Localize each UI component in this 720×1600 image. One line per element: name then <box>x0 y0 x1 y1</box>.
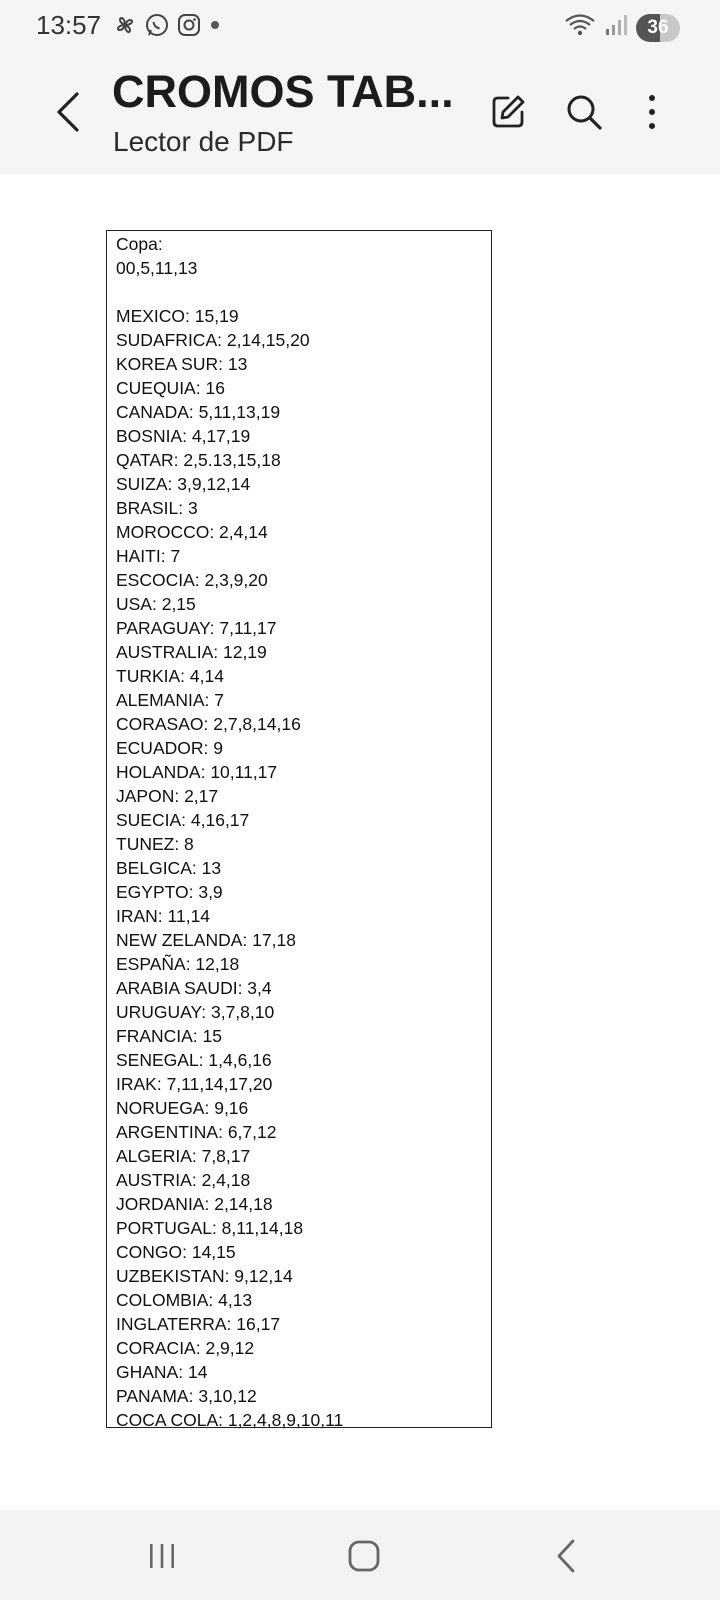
back-icon <box>551 1536 581 1576</box>
signal-icon <box>604 12 628 43</box>
document-line: TUNEZ: 8 <box>116 834 194 854</box>
document-line: KOREA SUR: 13 <box>116 354 248 374</box>
recents-icon <box>144 1539 180 1573</box>
document-line: ARGENTINA: 6,7,12 <box>116 1122 277 1142</box>
document-line: QATAR: 2,5.13,15,18 <box>116 450 281 470</box>
document-line: CUEQUIA: 16 <box>116 378 225 398</box>
more-options-button[interactable] <box>626 86 678 138</box>
home-icon <box>344 1536 384 1576</box>
document-line: FRANCIA: 15 <box>116 1026 222 1046</box>
pinwheel-icon <box>112 12 138 38</box>
document-line: 00,5,11,13 <box>116 258 198 278</box>
status-bar <box>0 0 720 56</box>
document-line: USA: 2,15 <box>116 594 196 614</box>
search-button[interactable] <box>558 86 610 138</box>
document-line: PANAMA: 3,10,12 <box>116 1386 257 1406</box>
document-line: ESCOCIA: 2,3,9,20 <box>116 570 268 590</box>
notification-icons <box>112 12 222 38</box>
document-line: HAITI: 7 <box>116 546 181 566</box>
document-line: EGYPTO: 3,9 <box>116 882 223 902</box>
document-line: UZBEKISTAN: 9,12,14 <box>116 1266 293 1286</box>
document-line: ECUADOR: 9 <box>116 738 223 758</box>
document-line: ESPAÑA: 12,18 <box>116 954 240 974</box>
document-line: URUGUAY: 3,7,8,10 <box>116 1002 275 1022</box>
dot-icon <box>208 12 222 38</box>
instagram-icon <box>176 12 202 38</box>
app-subtitle: Lector de PDF <box>113 126 294 157</box>
document-line: IRAN: 11,14 <box>116 906 211 926</box>
document-line: SUIZA: 3,9,12,14 <box>116 474 251 494</box>
more-vert-icon <box>640 92 664 132</box>
document-line: COCA COLA: 1,2,4,8,9,10,11 <box>116 1410 344 1430</box>
document-line: INGLATERRA: 16,17 <box>116 1314 281 1334</box>
recents-button[interactable] <box>132 1532 192 1580</box>
document-line: BELGICA: 13 <box>116 858 222 878</box>
document-line: SENEGAL: 1,4,6,16 <box>116 1050 272 1070</box>
wifi-icon <box>564 12 596 43</box>
document-line: ARABIA SAUDI: 3,4 <box>116 978 272 998</box>
document-line: MEXICO: 15,19 <box>116 306 239 326</box>
edit-icon <box>488 92 528 132</box>
document-line: NEW ZELANDA: 17,18 <box>116 930 296 950</box>
blank-line <box>116 280 483 304</box>
document-line: SUDAFRICA: 2,14,15,20 <box>116 330 310 350</box>
document-line: JAPON: 2,17 <box>116 786 219 806</box>
document-line: TURKIA: 4,14 <box>116 666 224 686</box>
document-line: SUECIA: 4,16,17 <box>116 810 250 830</box>
document-line: Copa: <box>116 234 163 254</box>
document-line: CONGO: 14,15 <box>116 1242 236 1262</box>
document-line: AUSTRALIA: 12,19 <box>116 642 267 662</box>
pdf-page-content <box>106 230 492 1428</box>
document-line: PORTUGAL: 8,11,14,18 <box>116 1218 304 1238</box>
document-line: COLOMBIA: 4,13 <box>116 1290 253 1310</box>
home-button[interactable] <box>334 1532 394 1580</box>
system-icons <box>564 12 680 43</box>
document-line: HOLANDA: 10,11,17 <box>116 762 278 782</box>
document-line: MOROCCO: 2,4,14 <box>116 522 268 542</box>
navigation-bar <box>0 1510 720 1600</box>
search-icon <box>564 92 604 132</box>
back-button[interactable] <box>44 84 92 140</box>
whatsapp-icon <box>144 12 170 38</box>
document-line: NORUEGA: 9,16 <box>116 1098 249 1118</box>
app-bar <box>0 56 720 174</box>
document-line: ALGERIA: 7,8,17 <box>116 1146 251 1166</box>
document-title: CROMOS TAB... <box>112 66 454 117</box>
document-line: BOSNIA: 4,17,19 <box>116 426 251 446</box>
pdf-viewer[interactable] <box>0 174 720 1510</box>
document-line: GHANA: 14 <box>116 1362 208 1382</box>
document-line: CORASAO: 2,7,8,14,16 <box>116 714 301 734</box>
document-line: CORACIA: 2,9,12 <box>116 1338 255 1358</box>
edit-button[interactable] <box>482 86 534 138</box>
chevron-left-icon <box>53 90 83 134</box>
document-line: ALEMANIA: 7 <box>116 690 224 710</box>
document-line: PARAGUAY: 7,11,17 <box>116 618 277 638</box>
status-time: 13:57 <box>36 10 102 40</box>
battery-icon: 36 <box>636 14 680 42</box>
document-line: IRAK: 7,11,14,17,20 <box>116 1074 273 1094</box>
document-line: CANADA: 5,11,13,19 <box>116 402 281 422</box>
document-line: JORDANIA: 2,14,18 <box>116 1194 273 1214</box>
nav-back-button[interactable] <box>536 1532 596 1580</box>
document-line: AUSTRIA: 2,4,18 <box>116 1170 251 1190</box>
document-line: BRASIL: 3 <box>116 498 198 518</box>
